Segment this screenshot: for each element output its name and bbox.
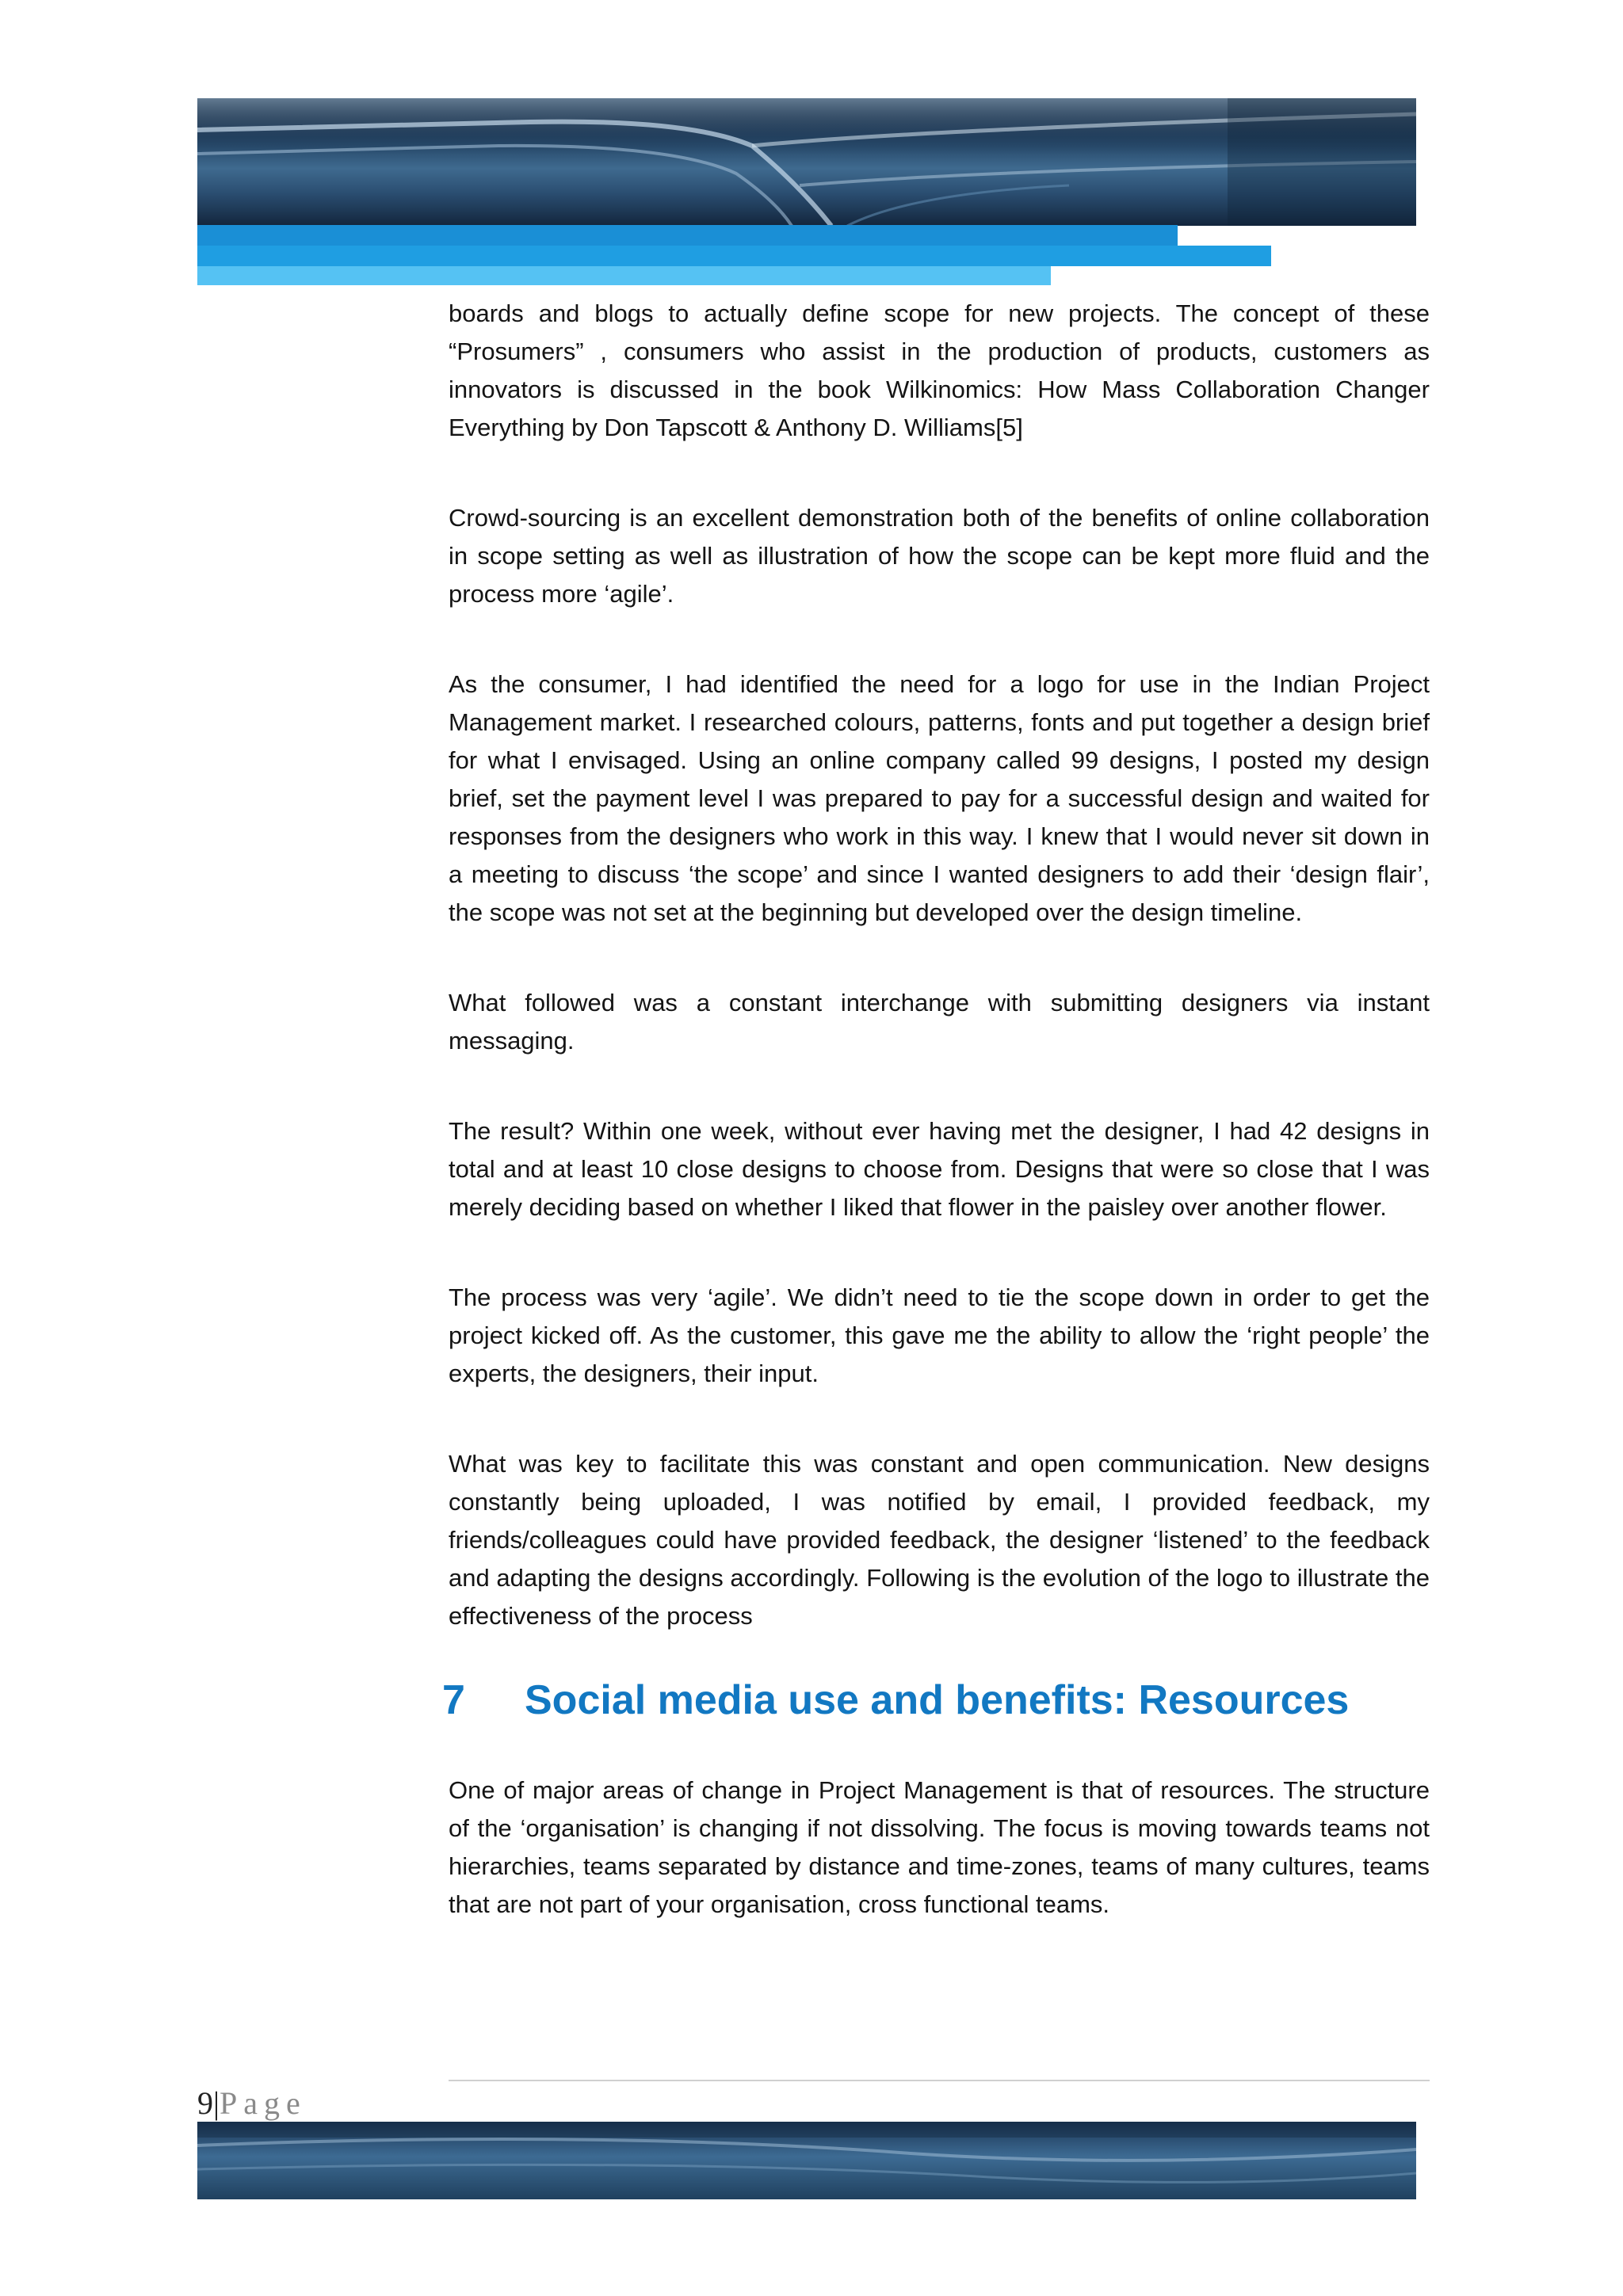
section-heading bbox=[442, 1675, 1430, 1726]
paragraph-crowd-sourcing: Crowd-sourcing is an excellent demonstration both of the benefits of online collaboration in scope setting as well as illustration of how the scope can be kept more fluid and the process more ‘agile’. bbox=[449, 504, 1430, 608]
header-stripe-dark bbox=[197, 225, 1178, 246]
header-stripe-light bbox=[197, 266, 1051, 285]
header-stripe-mid bbox=[197, 246, 1271, 266]
paragraph-prosumers: boards and blogs to actually define scope for new projects. The concept of these “Prosumers” , consumers who assist in the production of products, customers as innovators is discussed in the book Wilkinomics: How Mass Collaboration Changer Everything by Don Tapscott & Anthony D. Williams[5] bbox=[449, 299, 1430, 441]
page-number-value: 9 bbox=[197, 2085, 213, 2121]
page-number bbox=[197, 2084, 307, 2122]
paragraph-agile-process: The process was very ‘agile’. We didn’t need to tie the scope down in order to get the project kicked off. As the customer, this gave me the ability to allow the ‘right people’ the experts, the designers, their input. bbox=[449, 1283, 1430, 1387]
paragraph-resources: One of major areas of change in Project Management is that of resources. The structure of the ‘organisation’ is changing if not dissolving. The focus is moving towards teams not hierarchies, teams separated by distance and time-zones, teams of many cultures, teams that are not part of your organisation, cross functional teams. bbox=[449, 1776, 1430, 1918]
page-body bbox=[442, 295, 1430, 1976]
footer-banner-image bbox=[197, 2122, 1416, 2199]
footer-tunnel-illustration bbox=[197, 2122, 1416, 2199]
paragraph-interchange: What followed was a constant interchange with submitting designers via instant messaging. bbox=[449, 989, 1430, 1055]
header-banner-image bbox=[197, 98, 1416, 226]
tunnel-illustration bbox=[197, 98, 1416, 226]
section-number: 7 bbox=[442, 1677, 465, 1723]
section-title: Social media use and benefits: Resources bbox=[525, 1677, 1350, 1723]
paragraph-result: The result? Within one week, without ever having met the designer, I had 42 designs in total and at least 10 close designs to choose from. Designs that were so close that I was merely deciding based on whether I liked that flower in the paisley over another flower. bbox=[449, 1117, 1430, 1221]
page-label: Page bbox=[220, 2085, 307, 2121]
paragraph-communication: What was key to facilitate this was constant and open communication. New designs constantly being uploaded, I was notified by email, I provided feedback, my friends/colleagues could have provided feedback, the designer ‘listened’ to the feedback and adapting the designs accordingly. Following is the evolution of the logo to illustrate the effectiveness of the process bbox=[449, 1450, 1430, 1630]
page-number-separator: | bbox=[213, 2085, 220, 2121]
footer-divider bbox=[449, 2080, 1430, 2081]
paragraph-logo-design: As the consumer, I had identified the need for a logo for use in the Indian Project Management market. I researched colours, patterns, fonts and put together a design brief for what I envisaged. Using an online company called 99 designs, I posted my design brief, set the payment level I was prepared to pay for a successful design and waited for responses from the designers who work in this way. I knew that I would never sit down in a meeting to discuss ‘the scope’ and since I wanted designers to add their ‘design flair’, the scope was not set at the beginning but developed over the design timeline. bbox=[449, 670, 1430, 926]
